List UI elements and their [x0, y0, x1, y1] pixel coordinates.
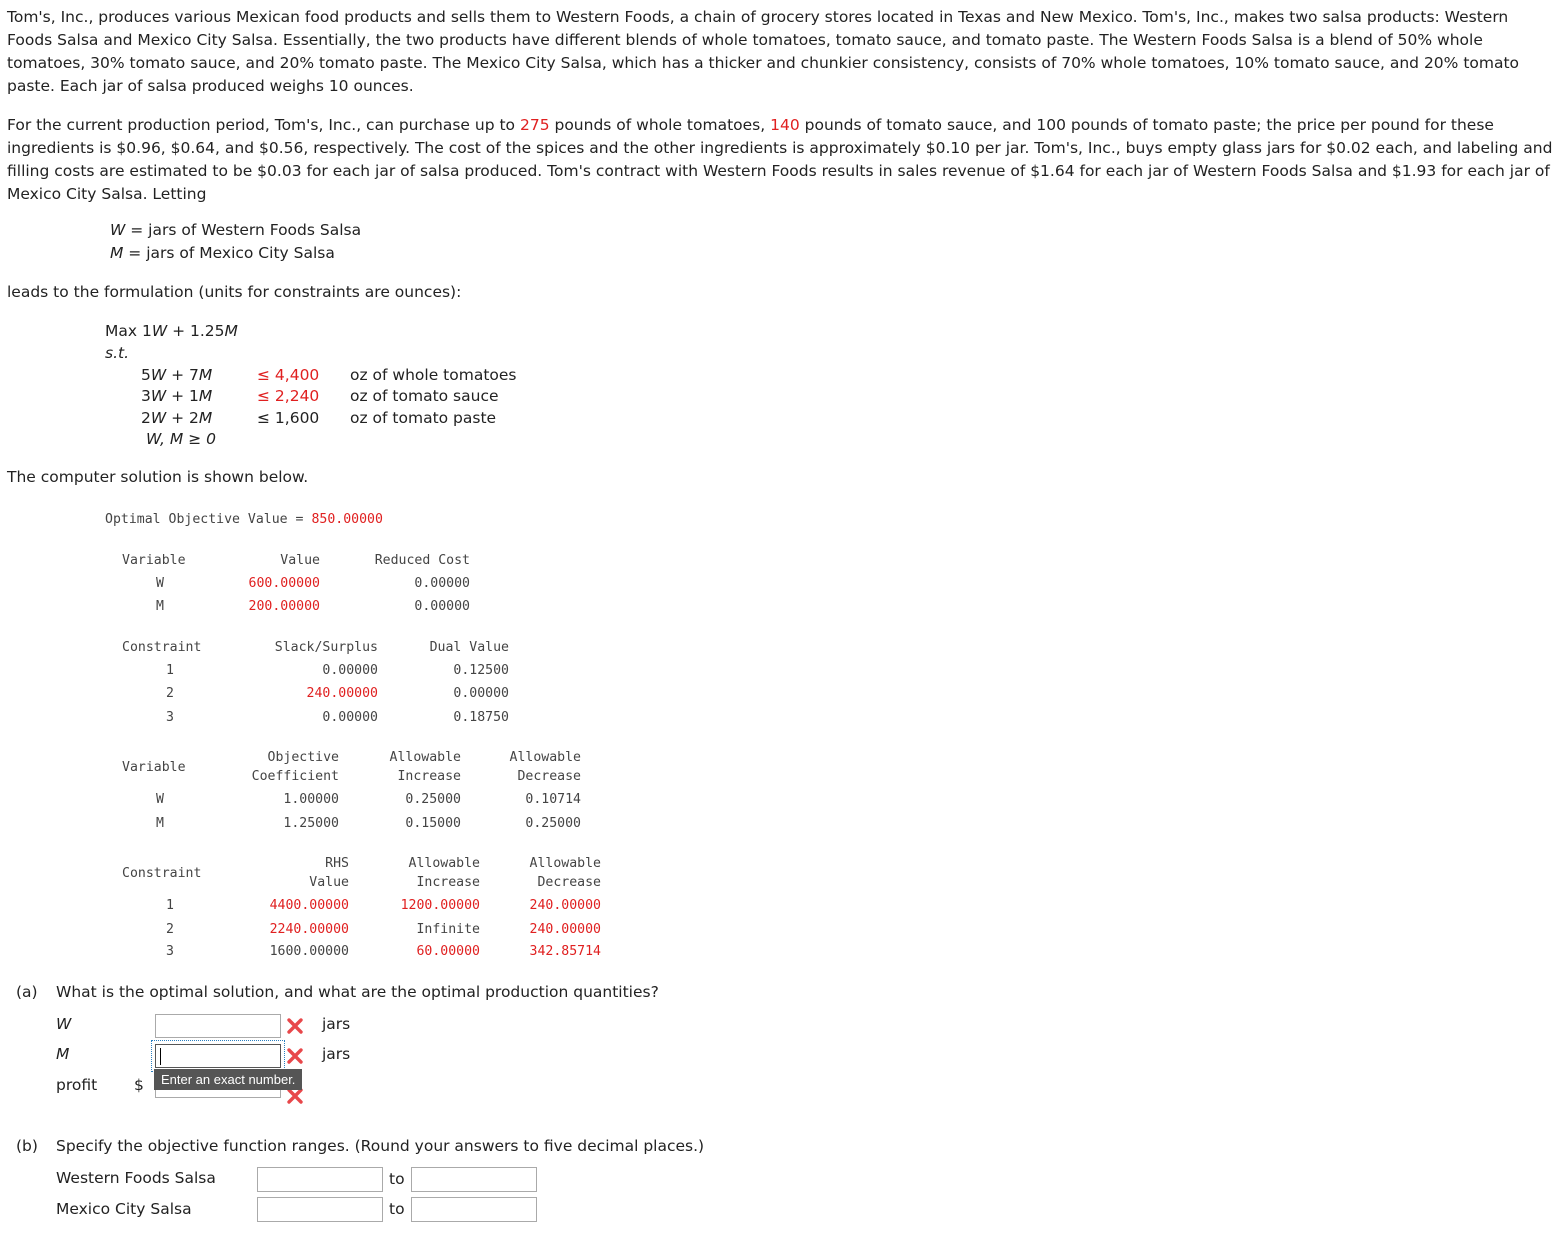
- t4-header-value: Value: [309, 875, 349, 890]
- t2-row-3-dual: 0.18750: [453, 710, 509, 725]
- t2-header-slack: Slack/Surplus: [274, 640, 378, 655]
- t1-header-variable: Variable: [122, 553, 186, 568]
- m-label: M: [56, 1045, 70, 1063]
- w-unit: jars: [322, 1015, 351, 1033]
- w-answer-input[interactable]: [155, 1014, 281, 1038]
- t3-row-w-dec: 0.10714: [525, 792, 581, 807]
- part-b-label: (b): [16, 1137, 38, 1155]
- definition-w: W = jars of Western Foods Salsa: [110, 221, 362, 239]
- constraint-1-rhs: ≤ 4,400: [257, 366, 320, 384]
- constraint-1-desc: oz of whole tomatoes: [350, 366, 517, 384]
- t1-header-value: Value: [280, 553, 320, 568]
- incorrect-x-icon: [286, 1017, 304, 1035]
- t4-row-3-inc: 60.00000: [416, 944, 480, 959]
- problem-intro: Tom's, Inc., produces various Mexican food products and sells them to Western Foods, a chain of grocery stores located in Texas and New Mexico. Tom's, Inc., makes two salsa products: Western Foods Salsa and Mexico City Salsa. Essentially, the two products have different blends of whole tomatoes, tomato sauce, and tomato paste. The Western Foods Salsa is a blend of 50% whole tomatoes, 30% tomato sauce, and 20% tomato paste. The Mexico City Salsa, which has a thicker and chunkier consistency, consists of 70% whole tomatoes, 10% tomato sauce, and 20% tomato paste. Each jar of salsa produced weighs 10 ounces.: [7, 8, 1520, 95]
- t4-row-1-rhs: 4400.00000: [269, 898, 349, 913]
- mexico-range-lower-input[interactable]: [257, 1197, 383, 1222]
- t1-row-w-value: 600.00000: [248, 576, 320, 591]
- optimal-objective-value: Optimal Objective Value = 850.00000: [105, 512, 383, 527]
- text-caret: [160, 1048, 161, 1065]
- t2-header-dual: Dual Value: [429, 640, 509, 655]
- t3-row-m-inc: 0.15000: [405, 816, 461, 831]
- t4-row-2-rhs: 2240.00000: [269, 922, 349, 937]
- t4-header-allow-dec-2: Decrease: [537, 875, 601, 890]
- w-label: W: [56, 1015, 72, 1033]
- formulation-intro: leads to the formulation (units for constraints are ounces):: [7, 283, 462, 301]
- constraint-2-desc: oz of tomato sauce: [350, 387, 499, 405]
- t2-row-2-dual: 0.00000: [453, 686, 509, 701]
- t4-row-3-rhs: 1600.00000: [269, 944, 349, 959]
- t3-header-variable: Variable: [122, 760, 186, 775]
- part-a-question: What is the optimal solution, and what are the optimal production quantities?: [56, 983, 659, 1001]
- t4-row-2-dec: 240.00000: [529, 922, 601, 937]
- t4-row-3-dec: 342.85714: [529, 944, 601, 959]
- t3-header-allow-inc-2: Increase: [397, 769, 461, 784]
- constraint-3-desc: oz of tomato paste: [350, 409, 497, 427]
- t2-header-constraint: Constraint: [122, 640, 202, 655]
- m-unit: jars: [322, 1045, 351, 1063]
- t4-row-2-id: 2: [166, 922, 174, 937]
- t1-row-m-reduced: 0.00000: [414, 599, 470, 614]
- t1-row-m-var: M: [156, 599, 164, 614]
- t1-row-w-var: W: [156, 576, 164, 591]
- solution-intro: The computer solution is shown below.: [7, 468, 309, 486]
- nonnegativity: W, M ≥ 0: [146, 430, 216, 448]
- profit-label: profit: [56, 1076, 98, 1094]
- constraint-3-rhs: ≤ 1,600: [257, 409, 320, 427]
- western-range-upper-input[interactable]: [411, 1167, 537, 1192]
- western-range-lower-input[interactable]: [257, 1167, 383, 1192]
- t3-header-allow-dec-2: Decrease: [517, 769, 581, 784]
- t4-header-allow-inc-1: Allowable: [408, 856, 480, 871]
- mexico-range-upper-input[interactable]: [411, 1197, 537, 1222]
- t4-row-1-inc: 1200.00000: [400, 898, 480, 913]
- t2-row-1-id: 1: [166, 663, 174, 678]
- constraint-2-lhs: 3W + 1M: [141, 387, 213, 405]
- t4-header-allow-inc-2: Increase: [416, 875, 480, 890]
- t4-row-1-dec: 240.00000: [529, 898, 601, 913]
- t3-header-allow-dec-1: Allowable: [509, 750, 581, 765]
- t4-row-3-id: 3: [166, 944, 174, 959]
- t2-row-2-slack: 240.00000: [306, 686, 378, 701]
- constraint-2-rhs: ≤ 2,240: [257, 387, 320, 405]
- t2-row-1-slack: 0.00000: [322, 663, 378, 678]
- t2-row-3-id: 3: [166, 710, 174, 725]
- t1-row-w-reduced: 0.00000: [414, 576, 470, 591]
- t2-row-2-id: 2: [166, 686, 174, 701]
- to-label: to: [389, 1200, 405, 1218]
- t4-row-2-inc: Infinite: [416, 922, 480, 937]
- t2-row-3-slack: 0.00000: [322, 710, 378, 725]
- t1-header-reduced-cost: Reduced Cost: [374, 553, 470, 568]
- t3-header-allow-inc-1: Allowable: [389, 750, 461, 765]
- t3-row-w-coef: 1.00000: [283, 792, 339, 807]
- t4-header-rhs: RHS: [325, 856, 349, 871]
- whole-tomato-pounds: 275: [519, 116, 550, 134]
- part-a-label: (a): [16, 983, 38, 1001]
- to-label: to: [389, 1170, 405, 1188]
- tomato-sauce-pounds: 140: [770, 116, 800, 134]
- problem-costs: For the current production period, Tom's, Inc., can purchase up to 275 pounds of whole tomatoes, 140 pounds of tomato sauce, and 100 pounds of tomato paste; the price per pound for these ingredients is $0.96, $0.64, and $0.56, respectively. The cost of the spices and the other ingredients is approximately $0.10 per jar. Tom's, Inc., buys empty glass jars for $0.02 each, and labeling and filling costs are estimated to be $0.03 for each jar of salsa produced. Tom's contract with Western Foods results in sales revenue of $1.64 for each jar of Western Foods Salsa and $1.93 for each jar of Mexico City Salsa. Letting: [7, 116, 1553, 203]
- definition-m: M = jars of Mexico City Salsa: [110, 244, 335, 262]
- incorrect-x-icon: [286, 1047, 304, 1065]
- t3-row-m-coef: 1.25000: [283, 816, 339, 831]
- part-b-question: Specify the objective function ranges. (Round your answers to five decimal places.): [56, 1137, 705, 1155]
- constraint-1-lhs: 5W + 7M: [141, 366, 213, 384]
- dollar-sign: $: [134, 1076, 144, 1094]
- objective-function: Max 1W + 1.25M: [105, 322, 238, 340]
- t1-row-m-value: 200.00000: [248, 599, 320, 614]
- input-hint-tooltip: Enter an exact number.: [154, 1069, 302, 1090]
- t4-row-1-id: 1: [166, 898, 174, 913]
- m-answer-input[interactable]: [155, 1044, 281, 1068]
- range-row-mexico-label: Mexico City Salsa: [56, 1200, 192, 1218]
- t4-header-allow-dec-1: Allowable: [529, 856, 601, 871]
- constraint-3-lhs: 2W + 2M: [141, 409, 213, 427]
- t3-header-coefficient: Coefficient: [251, 769, 339, 784]
- t4-header-constraint: Constraint: [122, 866, 202, 881]
- t3-row-w-inc: 0.25000: [405, 792, 461, 807]
- range-row-western-label: Western Foods Salsa: [56, 1169, 216, 1187]
- t3-header-objective: Objective: [267, 750, 339, 765]
- t3-row-m-var: M: [156, 816, 164, 831]
- t3-row-w-var: W: [156, 792, 164, 807]
- t3-row-m-dec: 0.25000: [525, 816, 581, 831]
- subject-to-label: s.t.: [105, 344, 130, 362]
- t2-row-1-dual: 0.12500: [453, 663, 509, 678]
